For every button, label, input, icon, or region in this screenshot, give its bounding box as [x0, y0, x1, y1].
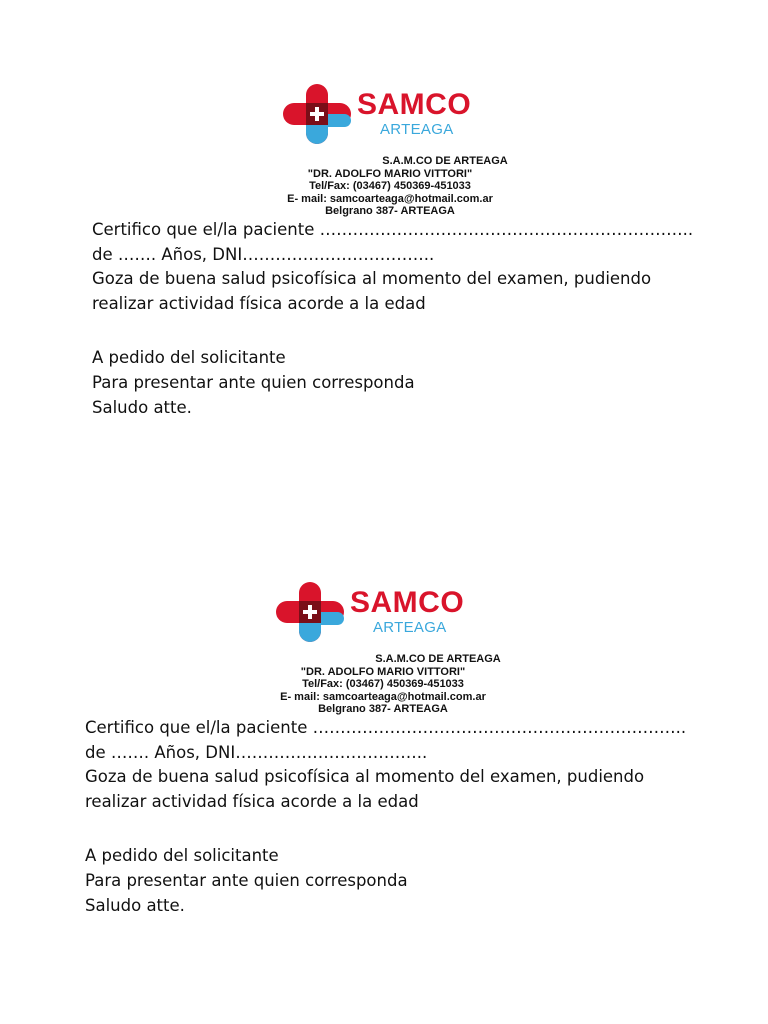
header-line-5: Belgrano 387- ARTEAGA — [318, 703, 448, 716]
body-line-4: realizar actividad física acorde a la edad — [85, 791, 419, 811]
samco-logo — [276, 582, 486, 652]
logo-subtitle: ARTEAGA — [373, 619, 447, 636]
paragraph-gap — [92, 316, 693, 346]
body-line-3: Goza de buena salud psicofísica al momento del examen, pudiendo — [85, 767, 645, 786]
logo-brand: SAMCO — [357, 88, 472, 121]
medical-cross-icon — [283, 84, 353, 146]
header-line-1: S.A.M.CO DE ARTEAGA — [382, 155, 508, 167]
logo-subtitle: ARTEAGA — [380, 121, 454, 138]
body-line-6: Para presentar ante quien corresponda — [85, 870, 408, 890]
logo-brand: SAMCO — [350, 586, 465, 619]
certificate-2 — [0, 498, 768, 998]
body-line-7: Saludo atte. — [85, 896, 185, 915]
institution-header — [263, 653, 503, 716]
header-line-3: Tel/Fax: (03467) 450369-451033 — [302, 678, 464, 691]
certificate-1 — [0, 0, 768, 500]
header-line-4: E- mail: samcoarteaga@hotmail.com.ar — [287, 192, 493, 205]
samco-logo — [283, 84, 493, 154]
institution-header — [270, 155, 510, 218]
header-line-3: Tel/Fax: (03467) 450369-451033 — [309, 180, 471, 193]
body-line-1: Certifico que el/la paciente ………………………………………………………….. — [85, 718, 687, 737]
paragraph-gap — [85, 814, 686, 844]
body-line-2: de ……. Años, DNI…………………………….. — [92, 244, 435, 264]
certificate-text — [92, 218, 693, 421]
header-line-4: E- mail: samcoarteaga@hotmail.com.ar — [280, 690, 486, 703]
body-line-4: realizar actividad física acorde a la edad — [92, 293, 426, 313]
header-line-2: "DR. ADOLFO MARIO VITTORI" — [307, 167, 473, 180]
medical-cross-icon — [276, 582, 346, 644]
body-line-1: Certifico que el/la paciente ………………………………………………………….. — [92, 220, 694, 239]
body-line-2: de ……. Años, DNI…………………………….. — [85, 742, 428, 762]
body-line-6: Para presentar ante quien corresponda — [92, 372, 415, 392]
certificate-text — [85, 716, 686, 919]
body-line-5: A pedido del solicitante — [85, 846, 279, 865]
header-line-1: S.A.M.CO DE ARTEAGA — [375, 653, 501, 665]
header-line-2: "DR. ADOLFO MARIO VITTORI" — [300, 665, 466, 678]
header-line-5: Belgrano 387- ARTEAGA — [325, 205, 455, 218]
body-line-5: A pedido del solicitante — [92, 348, 286, 367]
body-line-3: Goza de buena salud psicofísica al momento del examen, pudiendo — [92, 269, 652, 288]
body-line-7: Saludo atte. — [92, 398, 192, 417]
